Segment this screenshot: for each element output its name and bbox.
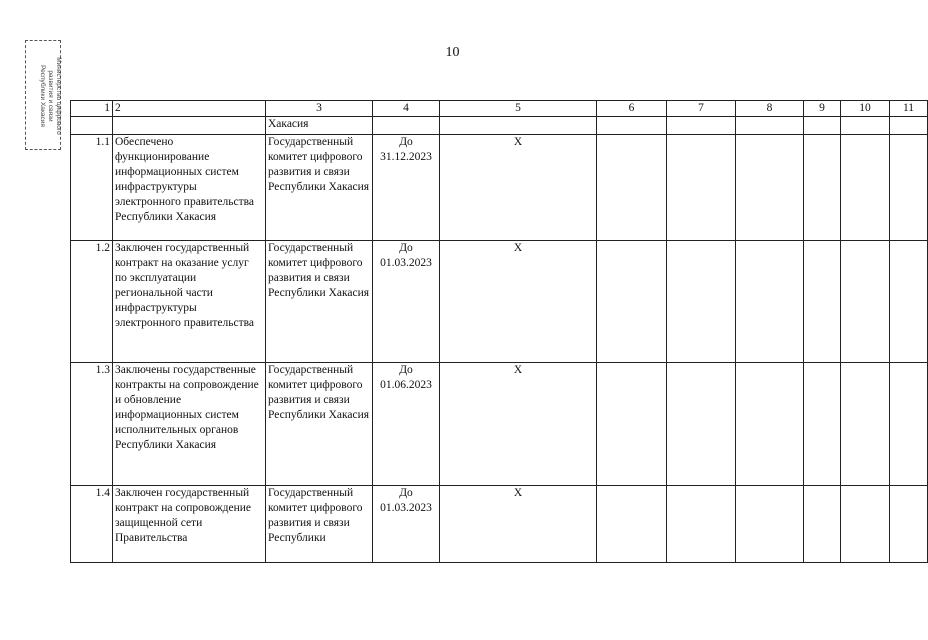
table-row [71,363,928,486]
row-deadline: До 01.03.2023 [373,241,440,363]
row-executor: Государственный комитет цифрового развития и связи Республики Хакасия [266,363,373,486]
stamp-line: Республики Хакасия [39,65,46,127]
row-event: Заключены государственные контракты на сопровождение и обновление информационных систем исполнительных органов Республики Хакасия [113,363,266,486]
header-cell: 7 [667,101,736,117]
registration-stamp [25,40,61,150]
plan-table [70,100,928,563]
table-cell [804,363,841,486]
table-row [71,241,928,363]
table-cell [804,135,841,241]
table-cell [667,363,736,486]
table-cell [890,117,928,135]
header-cell: 10 [841,101,890,117]
table-cell [667,117,736,135]
table-cell [597,117,667,135]
table-cell [804,241,841,363]
table-cell [667,135,736,241]
row-deadline: До 31.12.2023 [373,135,440,241]
table-header-row [71,101,928,117]
header-cell: 11 [890,101,928,117]
row-executor: Государственный комитет цифрового развития и связи Республики Хакасия [266,135,373,241]
row-deadline: До 01.06.2023 [373,363,440,486]
header-cell: 5 [440,101,597,117]
table-cell [597,486,667,563]
table-cell [841,363,890,486]
header-cell: 3 [266,101,373,117]
table-cell [597,241,667,363]
table-cell [736,486,804,563]
table-cell [841,117,890,135]
row-number: 1.2 [71,241,113,363]
header-cell: 8 [736,101,804,117]
table-cell [736,135,804,241]
table-cell [804,486,841,563]
stamp-line: развития и связи [47,70,54,122]
table-cell: Хакасия [266,117,373,135]
header-cell: 9 [804,101,841,117]
page-number: 10 [445,45,460,60]
row-deadline: До 01.03.2023 [373,486,440,563]
table-cell [736,117,804,135]
table-cell [890,363,928,486]
stamp-line: Министерство цифрового [55,57,62,135]
row-number: 1.4 [71,486,113,563]
table-row [71,135,928,241]
row-number: 1.3 [71,363,113,486]
row-mark: Х [440,486,597,563]
table-cell [890,486,928,563]
stamp-text [26,41,62,151]
table-cell [440,117,597,135]
table-cell [597,135,667,241]
row-mark: Х [440,241,597,363]
table-cell [113,117,266,135]
table-row [71,486,928,563]
row-number: 1.1 [71,135,113,241]
table-cell [841,241,890,363]
table-cell [736,363,804,486]
header-cell: 6 [597,101,667,117]
table-cell [667,241,736,363]
table-cell [841,135,890,241]
row-event: Обеспечено функционирование информационных систем инфраструктуры электронного правительства Республики Хакасия [113,135,266,241]
row-mark: Х [440,363,597,486]
row-event: Заключен государственный контракт на оказание услуг по эксплуатации региональной части инфраструктуры электронного правительства [113,241,266,363]
header-cell: 2 [113,101,266,117]
table-cell [804,117,841,135]
row-executor: Государственный комитет цифрового развития и связи Республики Хакасия [266,241,373,363]
table-cell [667,486,736,563]
row-mark: Х [440,135,597,241]
table-cell [890,135,928,241]
header-cell: 1 [71,101,113,117]
table-cell [890,241,928,363]
table-cell [736,241,804,363]
header-cell: 4 [373,101,440,117]
row-event: Заключен государственный контракт на сопровождение защищенной сети Правительства [113,486,266,563]
table-cell [373,117,440,135]
table-cell [71,117,113,135]
table-cell [841,486,890,563]
table-row-continuation [71,117,928,135]
table-cell [597,363,667,486]
row-executor: Государственный комитет цифрового развития и связи Республики [266,486,373,563]
